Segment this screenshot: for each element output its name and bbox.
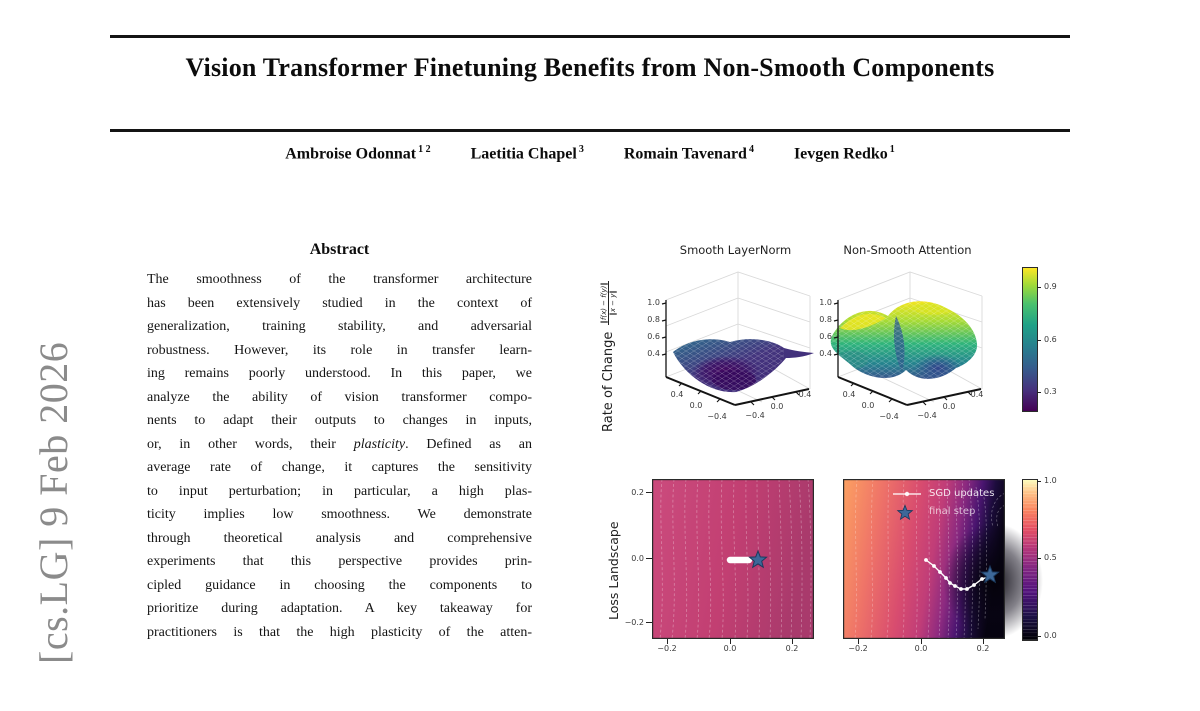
colorbar-tick-mark bbox=[1037, 481, 1041, 482]
colorbar-tick: 0.5 bbox=[1044, 553, 1057, 562]
abstract-line: analyze the ability of vision transformer compo- bbox=[147, 389, 532, 405]
colorbar-tick-mark bbox=[1037, 340, 1041, 341]
abstract-heading: Abstract bbox=[309, 241, 370, 258]
legend-label-sgd: SGD updates bbox=[929, 488, 995, 499]
paper-title: Vision Transformer Finetuning Benefits from Non-Smooth Components bbox=[185, 53, 995, 82]
contour-ylabel: Loss Landscape bbox=[606, 521, 621, 620]
colorbar-tick: 0.0 bbox=[1044, 631, 1057, 640]
author: Romain Tavenard $^4$ bbox=[623, 144, 754, 163]
title-rule bbox=[110, 129, 1070, 132]
x-tick: 0.4 bbox=[670, 390, 684, 399]
y-tick: 0.4 bbox=[798, 390, 812, 399]
top-rule bbox=[110, 35, 1070, 38]
colorbar-tick-mark bbox=[1037, 636, 1041, 637]
z-tick: 0.6 bbox=[647, 332, 660, 341]
author-list bbox=[110, 144, 1070, 163]
legend-line-dot bbox=[905, 492, 909, 496]
contour-x-tick: 0.2 bbox=[976, 644, 990, 653]
colorbar-tick: 0.9 bbox=[1044, 282, 1057, 291]
x-tick: 0.0 bbox=[861, 401, 875, 410]
author: Ambroise Odonnat $^{1 2}$ bbox=[285, 144, 431, 163]
contour-x-tick: 0.0 bbox=[723, 644, 737, 653]
colorbar-tick: 1.0 bbox=[1044, 476, 1057, 485]
y-tick: 0.0 bbox=[942, 402, 956, 411]
axis-tick-mark bbox=[646, 622, 652, 623]
author-affiliation: 1 2 bbox=[418, 144, 431, 155]
colorbar-tick: 0.3 bbox=[1044, 387, 1057, 396]
contour-x-tick: 0.2 bbox=[785, 644, 799, 653]
y-tick: −0.4 bbox=[917, 411, 937, 420]
axis-tick-mark bbox=[646, 558, 652, 559]
legend-label-final: final step bbox=[929, 506, 976, 517]
contour-x-tick: −0.2 bbox=[848, 644, 868, 653]
abstract-line: prioritize during adaptation. A key takeaway for bbox=[147, 601, 532, 616]
y-tick: 0.4 bbox=[970, 390, 984, 399]
abstract-line: through theoretical analysis and comprehensive bbox=[147, 530, 532, 546]
z-tick: 0.8 bbox=[647, 315, 660, 324]
colorbar-tick-mark bbox=[1037, 392, 1041, 393]
contour-y-tick: 0.2 bbox=[631, 488, 644, 497]
surface-ylabel: Rate of Change ‖f(x) − f(y)‖ ‖x − y‖ bbox=[600, 282, 617, 432]
z-tick: 0.4 bbox=[647, 349, 660, 358]
abstract-line: The smoothness of the transformer architecture bbox=[147, 272, 532, 287]
y-tick: −0.4 bbox=[745, 411, 765, 420]
author: Laetitia Chapel $^3$ bbox=[470, 144, 584, 163]
x-tick: −0.4 bbox=[707, 412, 727, 421]
y-tick: 0.0 bbox=[770, 402, 784, 411]
abstract-line: generalization, training stability, and adversarial bbox=[147, 319, 532, 334]
surface-left-title: Smooth LayerNorm bbox=[679, 243, 792, 257]
author-affiliation: 3 bbox=[578, 144, 584, 155]
abstract-line: ing remains poorly understood. In this paper, we bbox=[147, 366, 532, 381]
colorbar-tick: 0.6 bbox=[1044, 335, 1057, 344]
abstract-line: or, in other words, their plasticity. Defined as an bbox=[147, 436, 532, 452]
colorbar-tick-mark bbox=[1037, 287, 1041, 288]
colorbar-tick-mark bbox=[1037, 558, 1041, 559]
z-tick: 0.4 bbox=[819, 349, 832, 358]
author: Ievgen Redko $^1$ bbox=[793, 144, 895, 163]
abstract-line: robustness. However, its role in transfer learn- bbox=[147, 342, 532, 358]
abstract-body bbox=[147, 268, 532, 644]
contour-plot-steep bbox=[843, 479, 1005, 639]
contour-x-tick: 0.0 bbox=[914, 644, 928, 653]
abstract-line: experiments that this perspective provides prin- bbox=[147, 554, 532, 569]
abstract-line: average rate of change, it captures the sensitivity bbox=[147, 460, 532, 475]
axis-tick-mark bbox=[646, 492, 652, 493]
abstract-line: practitioners is that the high plasticity of the atten- bbox=[147, 624, 532, 640]
contour-plot-flat bbox=[652, 479, 814, 639]
abstract-line: has been extensively studied in the context of bbox=[147, 295, 532, 311]
abstract-line: ticity implies low smoothness. We demonstrate bbox=[147, 507, 532, 522]
z-tick: 0.8 bbox=[819, 315, 832, 324]
z-tick: 1.0 bbox=[647, 298, 660, 307]
author-affiliation: 4 bbox=[748, 144, 754, 155]
rate-of-change-formula: ‖f(x) − f(y)‖ ‖x − y‖ bbox=[600, 282, 617, 324]
contour-x-tick: −0.2 bbox=[657, 644, 677, 653]
surface-right-title: Non-Smooth Attention bbox=[843, 243, 972, 257]
author-affiliation: 1 bbox=[889, 144, 895, 155]
z-tick: 1.0 bbox=[819, 298, 832, 307]
x-tick: 0.4 bbox=[842, 390, 856, 399]
abstract-line: to input perturbation; in particular, a high plas- bbox=[147, 483, 532, 499]
contour-y-tick: −0.2 bbox=[624, 618, 644, 627]
x-tick: 0.0 bbox=[689, 401, 703, 410]
arxiv-stamp-text: [cs.LG] 9 Feb 2026 bbox=[31, 341, 76, 664]
x-tick: −0.4 bbox=[879, 412, 899, 421]
contour-y-tick: 0.0 bbox=[631, 554, 644, 563]
abstract-line: cipled guidance in choosing the components to bbox=[147, 577, 532, 593]
surface-colorbar bbox=[1022, 267, 1038, 412]
contour-colorbar bbox=[1022, 479, 1038, 641]
z-tick: 0.6 bbox=[819, 332, 832, 341]
abstract-line: nents to adapt their outputs to changes in inputs, bbox=[147, 413, 532, 428]
